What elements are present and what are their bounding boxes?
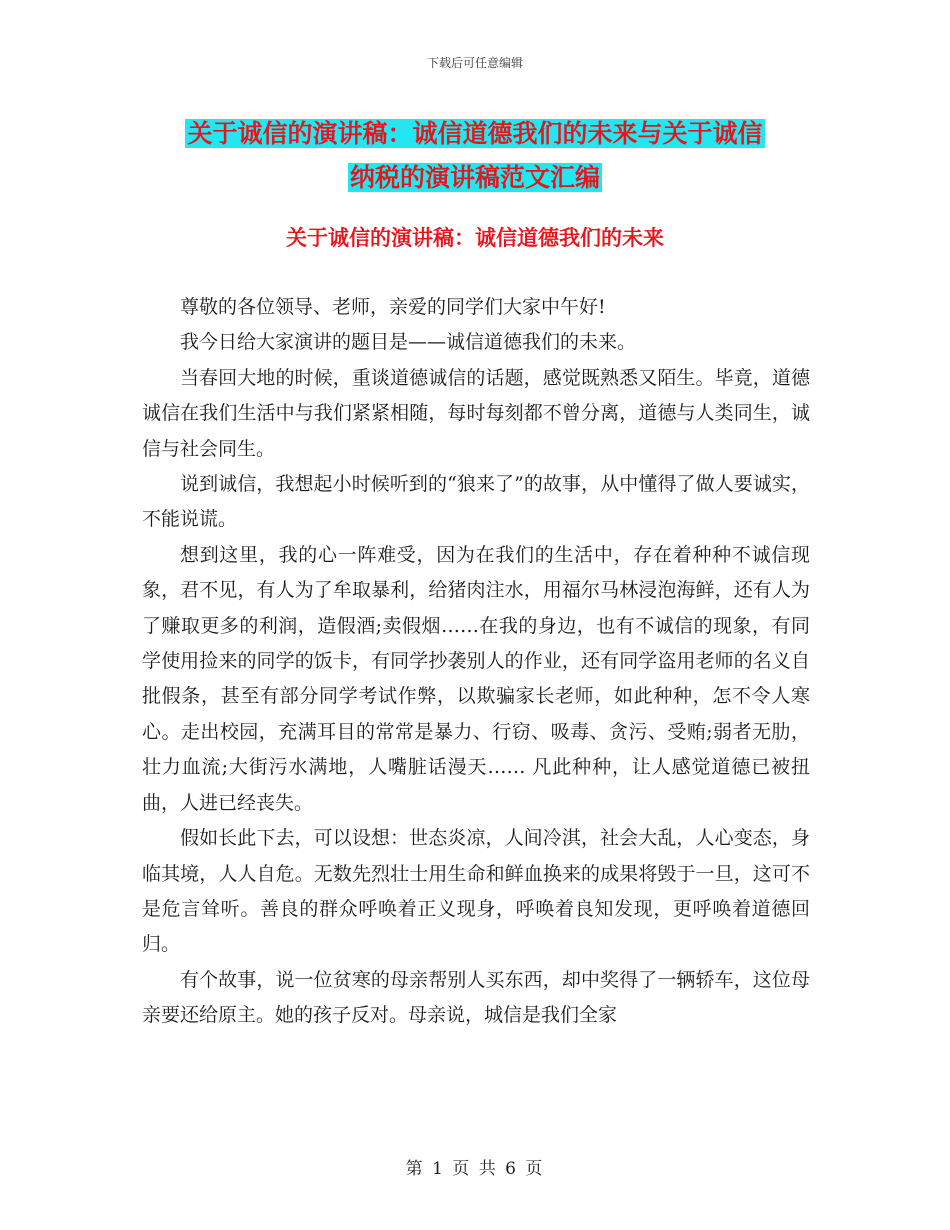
document-title-line-2 — [0, 156, 950, 200]
paragraph: 我今日给大家演讲的题目是——诚信道德我们的未来。 — [180, 331, 637, 354]
header-note: 下载后可任意编辑 — [426, 56, 523, 70]
body-text — [142, 290, 810, 1034]
title-line-1-highlight: 关于诚信的演讲稿：诚信道德我们的未来与关于诚信 — [187, 119, 763, 148]
page-footer: 第 1 页 共 6 页 — [405, 1159, 545, 1179]
paragraph: 说到诚信，我想起小时候听到的“狼来了”的故事，从中懂得了做人要诚实，不能说谎。 — [142, 473, 810, 531]
document-title — [0, 112, 950, 200]
section-title: 关于诚信的演讲稿：诚信道德我们的未来 — [286, 226, 664, 250]
title-line-2-highlight: 纳税的演讲稿范文汇编 — [349, 163, 600, 192]
document-title-line-1 — [0, 112, 950, 156]
paragraph: 有个故事，说一位贫寒的母亲帮别人买东西，却中奖得了一辆轿车，这位母亲要还给原主。她的孩子反对。母亲说，城信是我们全家 — [142, 968, 810, 1027]
paragraph: 当春回大地的时候，重谈道德诚信的话题，感觉既熟悉又陌生。毕竟，道德诚信在我们生活中与我们紧紧相随，每时每刻都不曾分离，道德与人类同生，诚信与社会同生。 — [142, 366, 810, 460]
paragraph: 假如长此下去，可以设想：世态炎凉，人间冷淇，社会大乱，人心变态，身临其境，人人自危。无数先烈壮士用生命和鲜血换来的成果将毁于一旦，这可不是危言耸听。善良的群众呼唤着正义现身，呼唤着良知发现，更呼唤着道德回归。 — [142, 827, 810, 956]
paragraph: 尊敬的各位领导、老师，亲爱的同学们大家中午好! — [180, 296, 606, 318]
paragraph: 想到这里，我的心一阵难受，因为在我们的生活中，存在着种种不诚信现象，君不见，有人为了牟取暴利，给猪肉注水，用福尔马林浸泡海鲜，还有人为了赚取更多的利润，造假酒;卖假烟……在我的身边，也有不诚信的现象，有同学使用捡来的同学的饭卡，有同学抄袭别人的作业，还有同学盗用老师的名义自批假条，甚至有部分同学考试作弊，以欺骗家长老师，如此种种，怎不令人寒心。走出校园，充满耳目的常常是暴力、行窃、吸毒、贪污、受贿;弱者无肋，壮力血流;大街污水满地，人嘴脏话漫天…… 凡此种种，让人感觉道德已被扭曲，人进已经丧失。 — [142, 543, 810, 814]
